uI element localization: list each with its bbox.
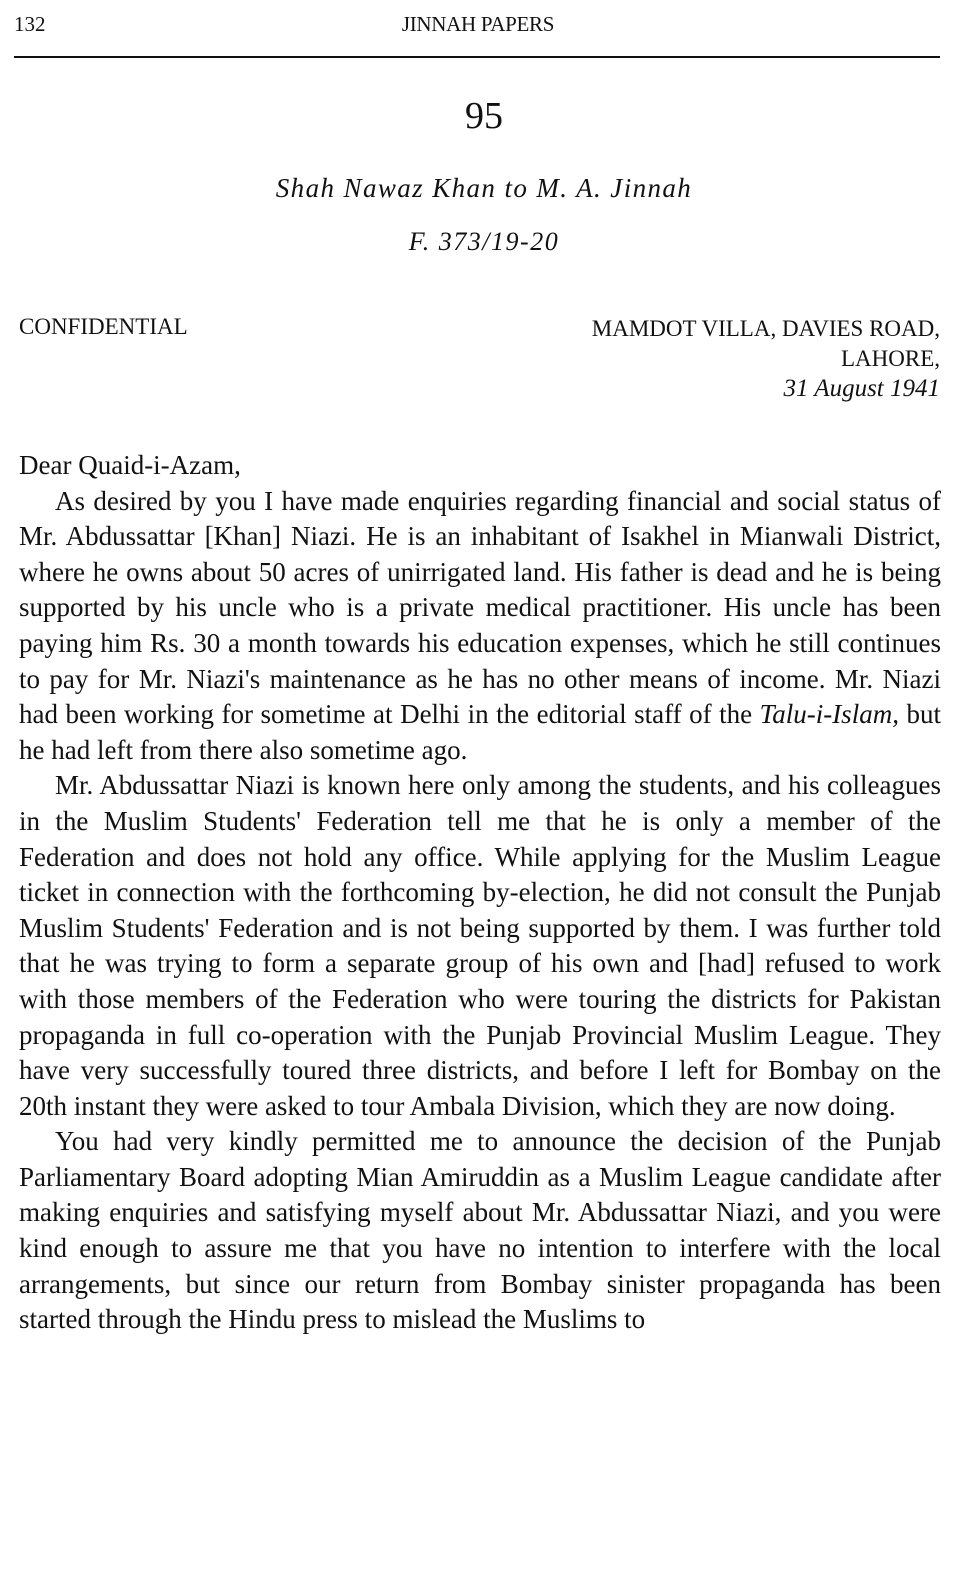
document-number: 95 [465,95,503,137]
letter-body [19,448,941,1338]
paragraph-2: Mr. Abdussattar Niazi is known here only among the students, and his colleagues in the Muslim Students' Federation tell me that he is only a member of the Federation and does not hold any office. While applying for the Muslim League ticket in connection with the forthcoming by-election, he did not consult the Punjab Muslim Students' Federation and is not being supported by them. I was further told that he was trying to form a separate group of his own and [had] refused to work with those members of the Federation who were touring the districts for Pakistan propaganda in full co-operation with the Punjab Provincial Muslim League. They have very successfully toured three districts, and before I left for Bombay on the 20th instant they were asked to tour Ambala Division, which they are now doing. [19,770,941,1121]
paragraph-1-text-a: As desired by you I have made enquiries regarding financial and social status of Mr. Abdussattar [Khan] Niazi. He is an inhabitant of Isakhel in Mianwali District, where he owns about 50 acres of unirrigated land. His father is dead and he is being supported by his uncle who is a private medical practitioner. His uncle has been paying him Rs. 30 a month towards his education expenses, which he still continues to pay for Mr. Niazi's maintenance as he has no other means of income. Mr. Niazi had been working for sometime at Delhi in the editorial staff of the [19,485,941,730]
header-rule [14,56,940,58]
paragraph-3: You had very kindly permitted me to announce the decision of the Punjab Parliamentary Board adopting Mian Amiruddin as a Muslim League candidate after making enquiries and satisfying myself about Mr. Abdussattar Niazi, and you were kind enough to assure me that you have no intention to interfere with the local arrangements, but since our return from Bombay sinister propaganda has been started through the Hindu press to mislead the Muslims to [19,1126,941,1335]
address-line-2: LAHORE, [840,346,940,371]
classification-label: CONFIDENTIAL [19,314,188,339]
running-title: JINNAH PAPERS [401,12,555,36]
page-number: 132 [14,12,46,36]
letter-date: 31 August 1941 [783,375,940,402]
salutation: Dear Quaid-i-Azam, [19,450,241,480]
sender-address [592,314,940,404]
paragraph-1-text-b: but he had left from there also sometime ago. [19,699,941,765]
address-line-1: MAMDOT VILLA, DAVIES ROAD, [591,316,940,341]
publication-title: Talu-i-Islam, [759,699,899,730]
document-heading: Shah Nawaz Khan to M. A. Jinnah [275,173,693,203]
running-header [14,12,942,42]
paragraph-1 [19,484,941,769]
file-reference: F. 373/19-20 [408,227,560,256]
